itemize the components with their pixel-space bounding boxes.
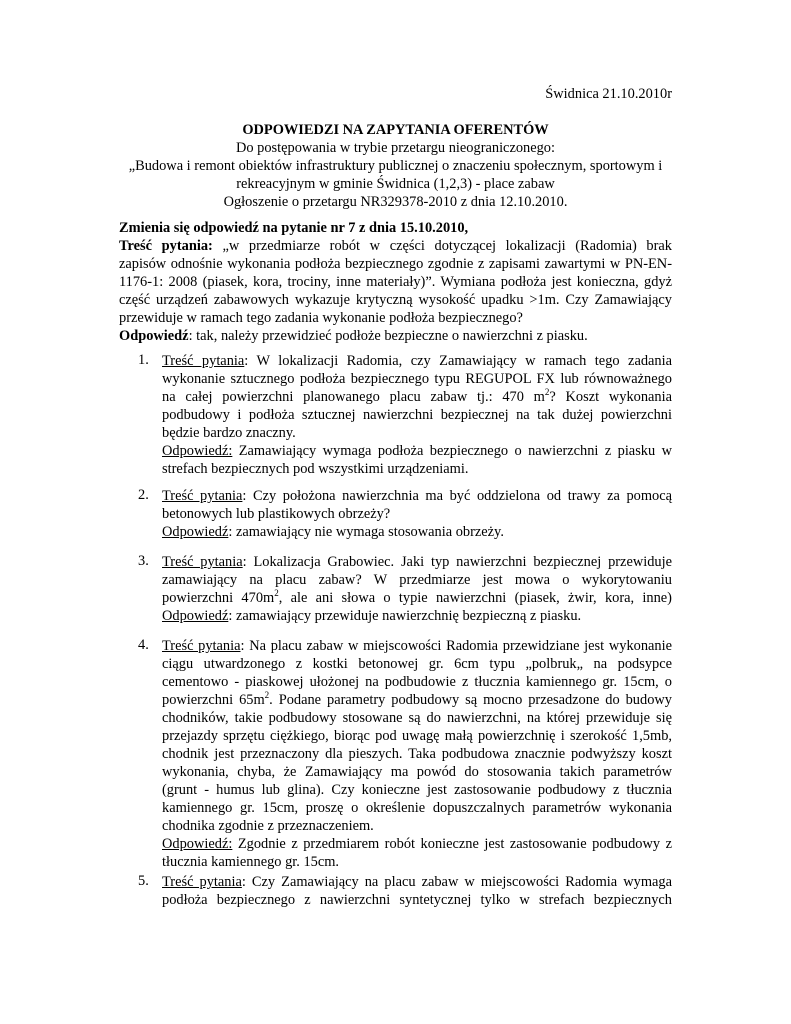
- question-line: powierzchni $470m^2$, ale ani słowa o typie nawierzchni (piasek, żwir, kora, inne): [162, 588, 672, 606]
- item-number: 3.: [138, 553, 149, 569]
- header-line: rekreacyjnym w gminie Świdnica (1,2,3) - place zabaw: [236, 176, 555, 192]
- question-line: wykonanie sztucznego podłoża bezpiecznego typu REGUPOL FX lub równoważnego: [162, 371, 672, 387]
- answer-line: Odpowiedź: Zgodnie z przedmiarem robót konieczne jest zastosowanie podbudowy z: [162, 836, 672, 852]
- document-header: [119, 121, 672, 211]
- question-line: Treść pytania: W lokalizacji Radomia, czy Zamawiający w ramach tego zadania: [162, 353, 672, 369]
- question-label: Treść pytania: [162, 638, 241, 654]
- question-line: przejazdy sprzętu ciężkiego, biorąc pod uwagę małą powierzchnię i szerokość 1,5mb,: [162, 728, 672, 744]
- question-line: kamiennego gr. 15cm, proszę o określenie dopuszczalnych parametrów wykonania: [162, 800, 672, 816]
- change-question-label: Treść pytania:: [119, 238, 213, 254]
- question-line: chodnik jest przeznaczony dla pieszych. Taka podbudowa znacznie podwyższy koszt: [162, 746, 672, 762]
- document-date: Świdnica 21.10.2010r: [545, 86, 672, 102]
- question-line: wykonania, chyba, że Zamawiający ma powód do stosowania takich parametrów: [162, 764, 672, 780]
- question-line: Treść pytania: Lokalizacja Grabowiec. Jaki typ nawierzchni bezpiecznej przewiduje: [162, 554, 672, 570]
- question-line: zamawiający na placu zabaw? W przedmiarze jest mowa o wykorytowaniu: [162, 572, 672, 588]
- answer-line: Odpowiedź: zamawiający nie wymaga stosowania obrzeży.: [162, 524, 504, 540]
- question-label: Treść pytania: [162, 554, 243, 570]
- item-body: [162, 487, 672, 541]
- item-number: 2.: [138, 487, 149, 503]
- question-line: Treść pytania: Na placu zabaw w miejscowości Radomia przewidziane jest wykonanie: [162, 638, 672, 654]
- item-number: 5.: [138, 873, 149, 889]
- question-line: betonowych lub plastikowych obrzeży?: [162, 506, 391, 522]
- change-notice: [119, 219, 672, 345]
- item-body: [162, 873, 672, 909]
- question-line: cementowo - piaskowej ułożonej na podbudowie z tłucznia kamiennego gr. 15cm, o: [162, 674, 672, 690]
- question-line: powierzchni $65m^2$. Podane parametry podbudowy są mocno przesadzone do budowy: [162, 690, 672, 708]
- question-label: Treść pytania: [162, 488, 243, 504]
- question-label: Treść pytania: [162, 874, 242, 890]
- header-line: Ogłoszenie o przetargu NR329378-2010 z dnia 12.10.2010.: [223, 194, 568, 210]
- question-line: chodnika zgodnie z przeznaczeniem.: [162, 818, 374, 834]
- answer-label: Odpowiedź:: [162, 443, 233, 459]
- question-label: Treść pytania: [162, 353, 245, 369]
- question-line: podbudowy i podłoża sztucznej nawierzchni bezpiecznej na tak dużej powierzchni: [162, 407, 672, 423]
- change-answer-line: Odpowiedź: tak, należy przewidzieć podłoże bezpieczne o nawierzchni z piasku.: [119, 328, 588, 344]
- question-line: (grunt - humus lub glina). Czy konieczne jest zastosowanie podbudowy z tłucznia: [162, 782, 672, 798]
- item-number: 4.: [138, 637, 149, 653]
- document-title: ODPOWIEDZI NA ZAPYTANIA OFERENTÓW: [242, 122, 549, 138]
- change-answer-label: Odpowiedź: [119, 328, 189, 344]
- question-line: chodników, takie podbudowy stosowane są do nawierzchni, na której przewiduje się: [162, 710, 672, 726]
- change-heading: Zmienia się odpowiedź na pytanie nr 7 z dnia 15.10.2010,: [119, 220, 469, 236]
- question-line: Treść pytania: Czy położona nawierzchnia ma być oddzielona od trawy za pomocą: [162, 488, 672, 504]
- change-question-line: część urządzeń zabawowych wykazuje krytyczną wysokość upadku >1m. Czy Zamawiający: [119, 292, 672, 308]
- item-body: [162, 637, 672, 871]
- item-number: 1.: [138, 352, 149, 368]
- answer-label: Odpowiedź:: [162, 836, 233, 852]
- item-body: [162, 352, 672, 478]
- header-line: „Budowa i remont obiektów infrastruktury publicznej o znaczeniu społecznym, sportowym i: [128, 158, 663, 174]
- answer-line: tłucznia kamiennego gr. 15cm.: [162, 854, 340, 870]
- answer-line: Odpowiedź: Zamawiający wymaga podłoża bezpiecznego o nawierzchni z piasku w: [162, 443, 672, 459]
- change-question-line: 1176-1: 2008 (piasek, kora, trociny, inne materiały)”. Wymiana podłoża jest konieczna, gdyż: [119, 274, 672, 290]
- question-line: na całej powierzchni planowanego placu zabaw tj.: 470 $m^2$? Koszt wykonania: [162, 387, 672, 405]
- question-line: ciągu utwardzonego z kostki betonowej gr. 6cm typu „polbruk„ na podsypce: [162, 656, 672, 672]
- answer-line: strefach bezpiecznych pod wszystkimi urządzeniami.: [162, 461, 469, 477]
- answer-line: Odpowiedź: zamawiający przewiduje nawierzchnię bezpieczną z piasku.: [162, 608, 582, 624]
- item-body: [162, 553, 672, 625]
- answer-label: Odpowiedź: [162, 608, 229, 624]
- question-line: podłoża bezpiecznego z nawierzchni syntetycznej tylko w strefach bezpiecznych: [162, 892, 672, 908]
- change-question-line: Treść pytania: „w przedmiarze robót w części dotyczącej lokalizacji (Radomia) brak: [119, 238, 672, 254]
- answer-label: Odpowiedź: [162, 524, 229, 540]
- question-line: Treść pytania: Czy Zamawiający na placu zabaw w miejscowości Radomia wymaga: [162, 874, 672, 890]
- header-line: Do postępowania w trybie przetargu nieograniczonego:: [235, 140, 556, 156]
- change-question-line: przewiduje w ramach tego zadania wykonanie podłoża bezpiecznego?: [119, 310, 523, 326]
- change-question-line: zapisów odnośnie wykonania podłoża bezpiecznego zgodnie z zapisami zawartymi w PN-EN-: [119, 256, 672, 272]
- question-line: będzie bardzo znaczny.: [162, 425, 296, 441]
